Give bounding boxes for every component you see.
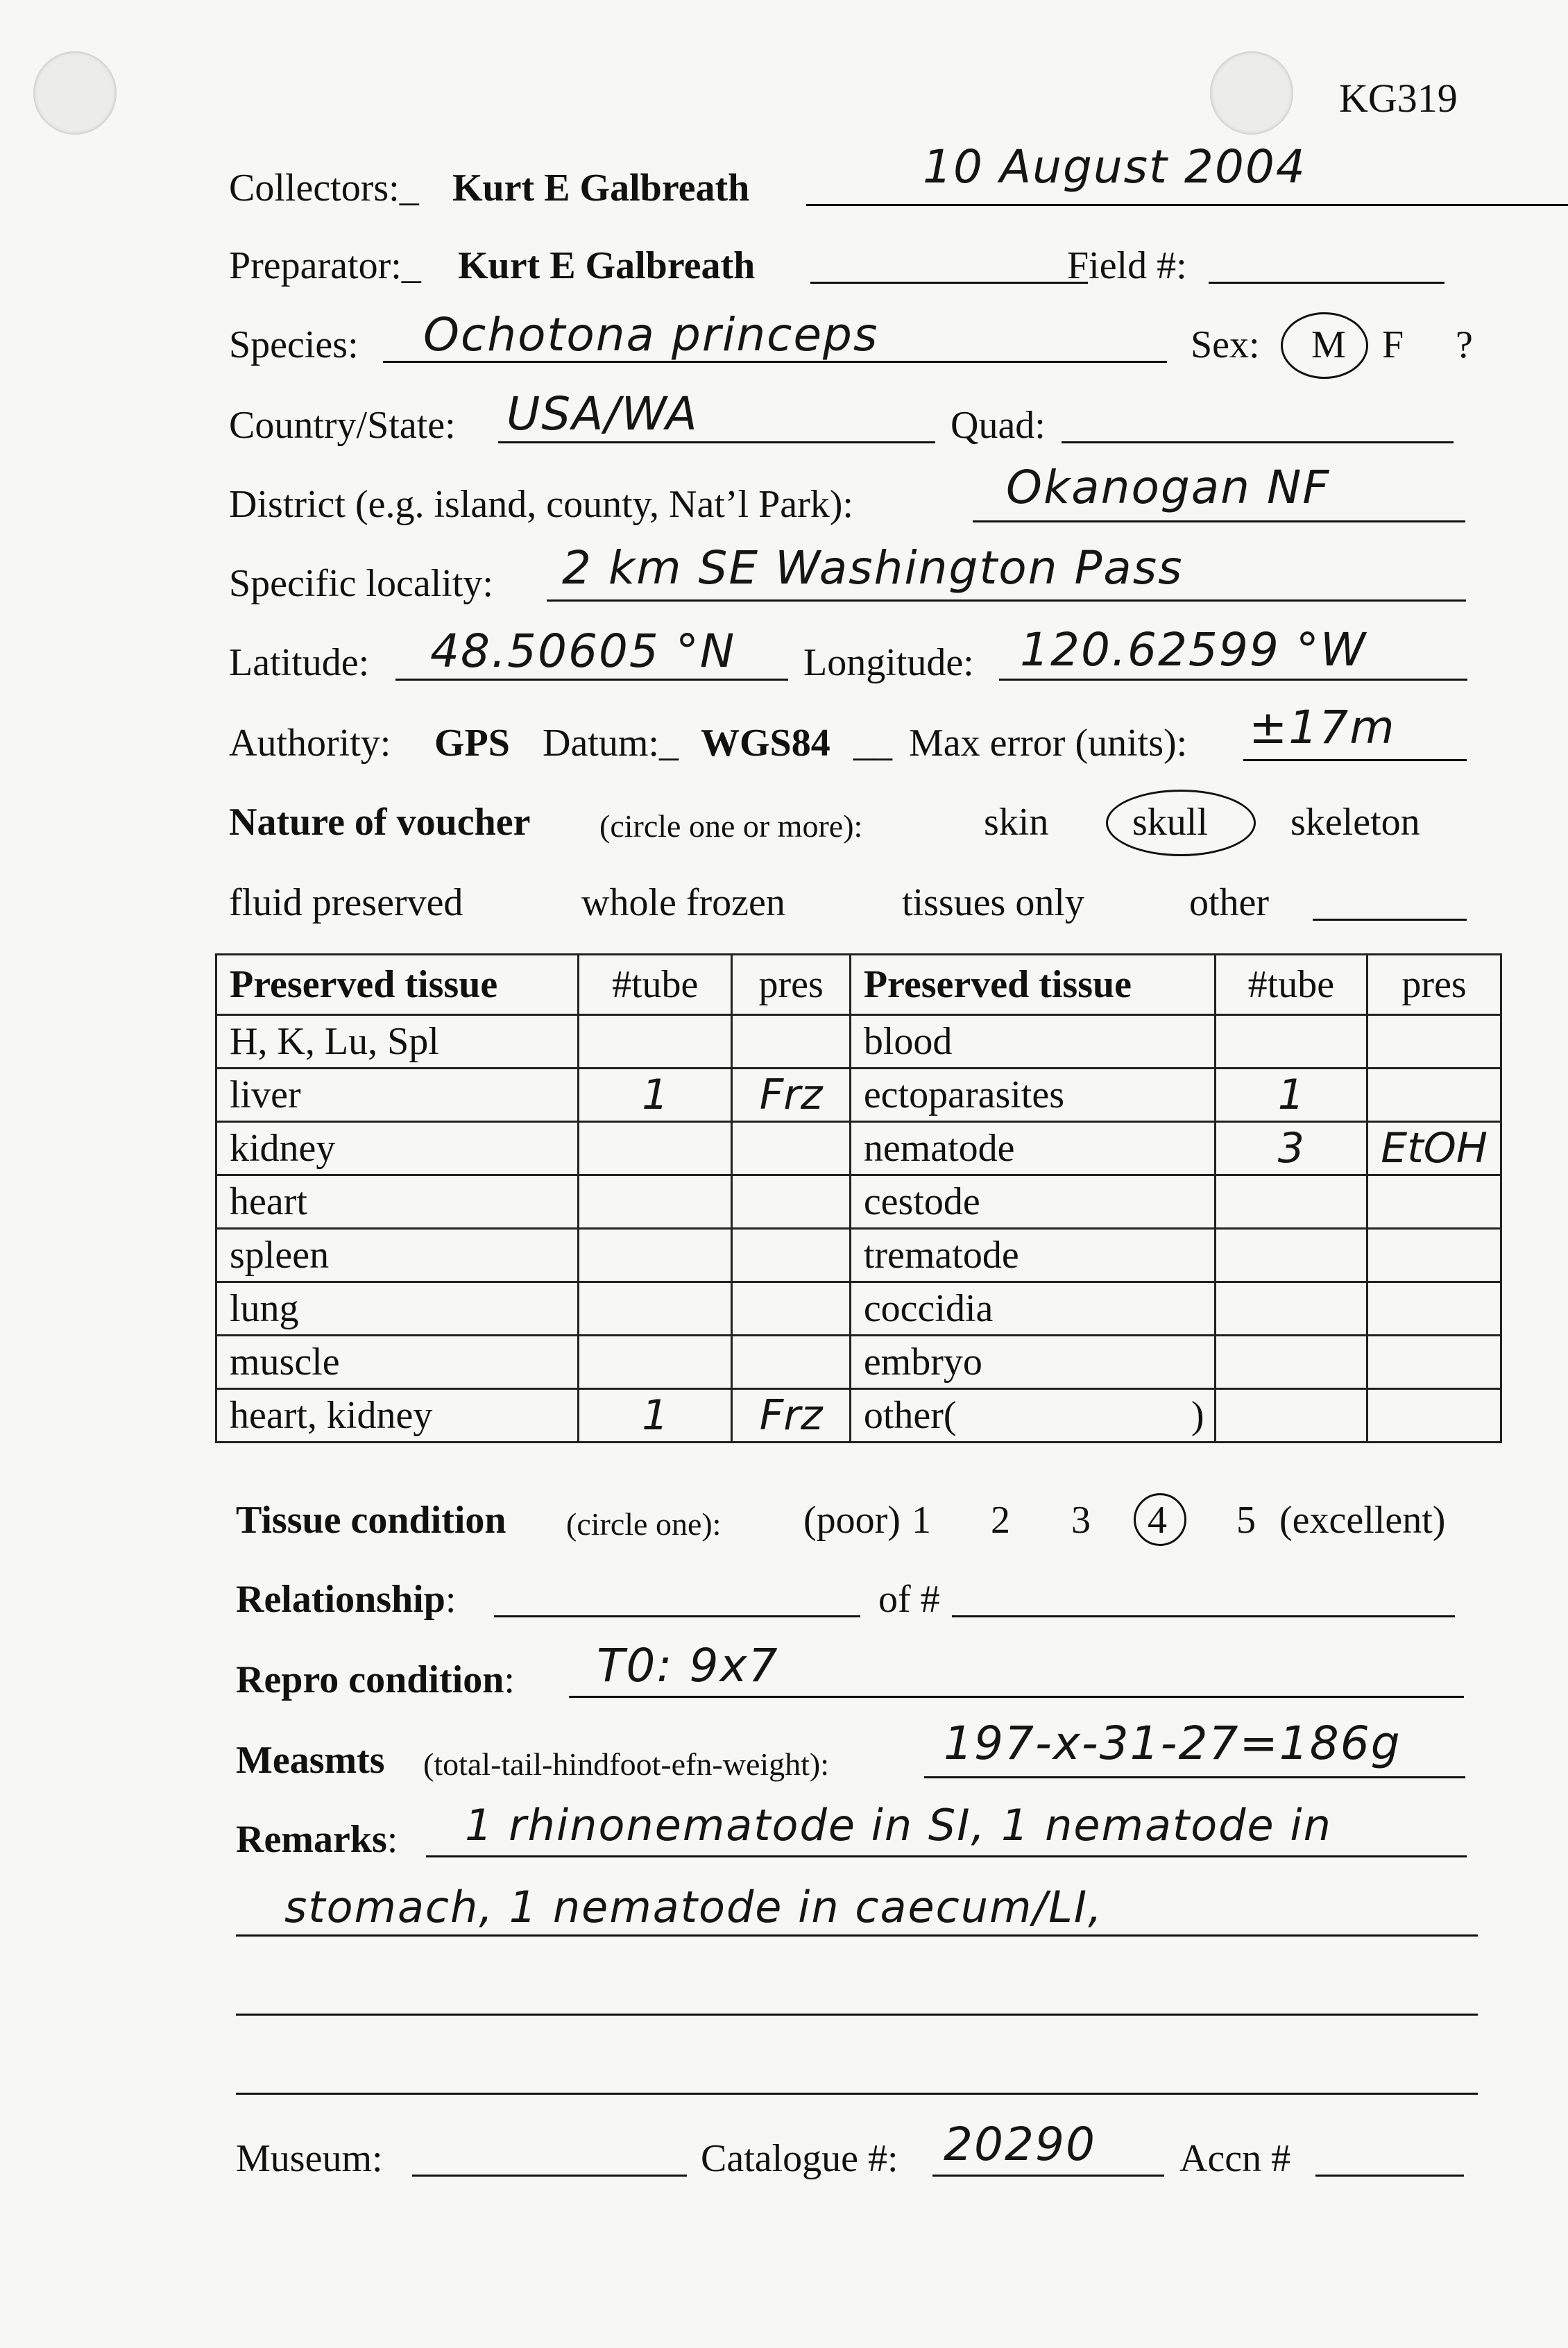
tissue-table-header	[216, 955, 1501, 1015]
locality-label: Specific locality:	[229, 562, 493, 605]
species-value: Ochotona princeps	[423, 308, 879, 361]
table-row	[216, 1389, 1501, 1443]
collectors-value: Kurt E Galbreath	[452, 167, 750, 210]
datum-label: Datum:_	[543, 722, 679, 765]
voucher-skull[interactable]: skull	[1132, 801, 1208, 844]
sex-m[interactable]: M	[1311, 323, 1346, 366]
tube-count: 1	[578, 1389, 732, 1443]
collectors-line	[806, 204, 1568, 206]
max-error-line	[1243, 759, 1467, 761]
tissue-name: trematode	[850, 1229, 1215, 1282]
tube-count	[1215, 1282, 1367, 1336]
tissue-name: spleen	[216, 1229, 579, 1282]
preservation: Frz	[732, 1069, 850, 1122]
tube-count	[578, 1122, 732, 1175]
preservation	[1367, 1229, 1501, 1282]
condition-2[interactable]: 2	[991, 1499, 1010, 1542]
longitude-value: 120.62599 °W	[1020, 623, 1367, 677]
collectors-label: Collectors:_	[229, 167, 419, 210]
voucher-skin[interactable]: skin	[984, 801, 1049, 844]
preservation	[1367, 1015, 1501, 1069]
header-pres-right: pres	[1367, 955, 1501, 1015]
remarks-line-1	[426, 1855, 1467, 1857]
table-row	[216, 1069, 1501, 1122]
latitude-value: 48.50605 °N	[430, 624, 736, 678]
tissue-name: blood	[850, 1015, 1215, 1069]
table-row	[216, 1015, 1501, 1069]
district-line	[973, 520, 1465, 522]
punch-hole-right	[1210, 51, 1293, 135]
tube-count	[578, 1282, 732, 1336]
header-preserved-tissue-right: Preserved tissue	[850, 955, 1215, 1015]
district-label: District (e.g. island, county, Nat’l Park):	[229, 483, 853, 526]
latitude-label: Latitude:	[229, 641, 370, 684]
table-row	[216, 1122, 1501, 1175]
locality-line	[547, 599, 1466, 602]
tube-count	[1215, 1229, 1367, 1282]
authority-label: Authority:	[229, 722, 391, 765]
voucher-other-line	[1313, 919, 1467, 921]
condition-excellent: (excellent)	[1279, 1499, 1446, 1542]
header-pres-left: pres	[732, 955, 850, 1015]
longitude-line	[999, 679, 1467, 681]
preservation	[732, 1175, 850, 1229]
preservation	[732, 1015, 850, 1069]
sex-f[interactable]: F	[1382, 323, 1404, 366]
table-row	[216, 1229, 1501, 1282]
repro-value: T0: 9x7	[597, 1639, 779, 1692]
header-tube-left: #tube	[578, 955, 732, 1015]
table-row	[216, 1282, 1501, 1336]
preservation	[1367, 1282, 1501, 1336]
relationship-line	[494, 1615, 860, 1617]
quad-label: Quad:	[951, 404, 1046, 447]
museum-line	[412, 2175, 687, 2177]
table-row	[216, 1336, 1501, 1389]
measmts-hint: (total-tail-hindfoot-efn-weight):	[423, 1746, 830, 1782]
catalogue-label: Catalogue #:	[701, 2137, 898, 2180]
remarks-label: Remarks	[236, 1818, 387, 1861]
header-tube-right: #tube	[1215, 955, 1367, 1015]
sex-label: Sex:	[1191, 323, 1260, 366]
tube-count	[578, 1175, 732, 1229]
tube-count	[1215, 1175, 1367, 1229]
datum-tail: __	[853, 722, 892, 765]
remarks-line-4	[236, 2093, 1478, 2095]
tissue-name: H, K, Lu, Spl	[216, 1015, 579, 1069]
of-number-line	[952, 1615, 1455, 1617]
preservation	[1367, 1389, 1501, 1443]
condition-label: Tissue condition	[236, 1499, 506, 1542]
locality-value: 2 km SE Washington Pass	[562, 541, 1184, 595]
max-error-label: Max error (units):	[909, 722, 1188, 765]
remarks-value-line-2: stomach, 1 nematode in caecum/LI,	[284, 1882, 1103, 1932]
tube-count	[1215, 1389, 1367, 1443]
voucher-frozen[interactable]: whole frozen	[581, 881, 785, 924]
species-label: Species:	[229, 323, 359, 366]
preservation	[732, 1229, 850, 1282]
tube-count	[578, 1336, 732, 1389]
voucher-label: Nature of voucher	[229, 801, 531, 844]
header-preserved-tissue-left: Preserved tissue	[216, 955, 579, 1015]
table-row	[216, 1175, 1501, 1229]
datum-value: WGS84	[701, 722, 830, 765]
relationship-colon: :	[445, 1578, 457, 1621]
tissue-name: ectoparasites	[850, 1069, 1215, 1122]
tissue-name: kidney	[216, 1122, 579, 1175]
voucher-hint: (circle one or more):	[599, 808, 863, 844]
preservation	[1367, 1069, 1501, 1122]
remarks-value-line-1: 1 rhinonematode in SI, 1 nematode in	[465, 1800, 1332, 1851]
condition-3[interactable]: 3	[1071, 1499, 1091, 1542]
tissue-name: nematode	[850, 1122, 1215, 1175]
relationship-label: Relationship	[236, 1578, 445, 1621]
form-id: KG319	[1339, 76, 1458, 121]
voucher-tissues[interactable]: tissues only	[902, 881, 1084, 924]
country-label: Country/State:	[229, 404, 456, 447]
preservation	[1367, 1336, 1501, 1389]
accn-line	[1315, 2175, 1464, 2177]
field-number-label: Field #:	[1067, 244, 1187, 287]
condition-5[interactable]: 5	[1236, 1499, 1256, 1542]
tissue-table	[215, 953, 1502, 1443]
tissue-name: heart	[216, 1175, 579, 1229]
museum-label: Museum:	[236, 2137, 383, 2180]
longitude-label: Longitude:	[803, 641, 974, 684]
repro-label: Repro condition	[236, 1658, 504, 1701]
max-error-value: ±17m	[1249, 701, 1396, 754]
voucher-skull-circle	[1106, 790, 1256, 856]
measmts-line	[924, 1776, 1465, 1778]
authority-gps: GPS	[434, 722, 510, 765]
preservation	[732, 1282, 850, 1336]
condition-poor: (poor)	[803, 1499, 901, 1542]
measmts-value: 197-x-31-27=186g	[944, 1717, 1401, 1770]
accn-label: Accn #	[1179, 2137, 1291, 2180]
collection-date: 10 August 2004	[923, 140, 1306, 194]
condition-hint: (circle one):	[566, 1506, 722, 1542]
catalogue-line	[932, 2175, 1164, 2177]
tube-count	[578, 1229, 732, 1282]
tube-count: 1	[1215, 1069, 1367, 1122]
sex-unknown[interactable]: ?	[1456, 323, 1473, 366]
tube-count: 1	[578, 1069, 732, 1122]
voucher-skeleton[interactable]: skeleton	[1290, 801, 1420, 844]
of-number-label: of #	[878, 1578, 940, 1621]
district-value: Okanogan NF	[1006, 461, 1331, 514]
preservation	[1367, 1175, 1501, 1229]
remarks-line-3	[236, 2014, 1478, 2016]
field-number-line	[1209, 282, 1445, 284]
tube-count	[1215, 1336, 1367, 1389]
preparator-value: Kurt E Galbreath	[458, 244, 756, 287]
remarks-colon: :	[386, 1818, 398, 1861]
catalogue-value: 20290	[944, 2118, 1096, 2171]
voucher-other[interactable]: other	[1189, 881, 1270, 924]
preservation	[732, 1336, 850, 1389]
remarks-label-wrap	[236, 1815, 398, 1864]
preservation: EtOH	[1367, 1122, 1501, 1175]
measmts-label: Measmts	[236, 1739, 385, 1782]
preservation: Frz	[732, 1389, 850, 1443]
tissue-name: liver	[216, 1069, 579, 1122]
quad-line	[1062, 441, 1454, 443]
relationship-label-wrap	[236, 1575, 456, 1624]
tissue-name: heart, kidney	[216, 1389, 579, 1443]
repro-colon: :	[504, 1658, 515, 1701]
condition-4[interactable]: 4	[1148, 1499, 1167, 1542]
condition-1[interactable]: 1	[912, 1499, 931, 1542]
tissue-name: muscle	[216, 1336, 579, 1389]
preparator-line	[810, 282, 1088, 284]
preparator-label: Preparator:_	[229, 244, 421, 287]
other-open-label: other(	[863, 1394, 957, 1437]
other-close-paren: )	[1191, 1394, 1204, 1437]
punch-hole-left	[33, 51, 117, 135]
repro-label-wrap	[236, 1656, 515, 1704]
tissue-name: lung	[216, 1282, 579, 1336]
country-value: USA/WA	[506, 387, 699, 441]
tissue-name: cestode	[850, 1175, 1215, 1229]
tube-count	[578, 1015, 732, 1069]
condition-4-circle	[1134, 1493, 1186, 1546]
tissue-name: coccidia	[850, 1282, 1215, 1336]
preservation	[732, 1122, 850, 1175]
latitude-line	[395, 679, 788, 681]
repro-line	[569, 1696, 1464, 1698]
voucher-fluid[interactable]: fluid preserved	[229, 881, 463, 924]
tube-count	[1215, 1015, 1367, 1069]
sex-m-circle	[1281, 312, 1368, 379]
country-line	[498, 441, 935, 443]
remarks-line-2	[236, 1934, 1478, 1937]
tissue-name-other	[850, 1389, 1215, 1443]
tissue-name: embryo	[850, 1336, 1215, 1389]
tube-count: 3	[1215, 1122, 1367, 1175]
